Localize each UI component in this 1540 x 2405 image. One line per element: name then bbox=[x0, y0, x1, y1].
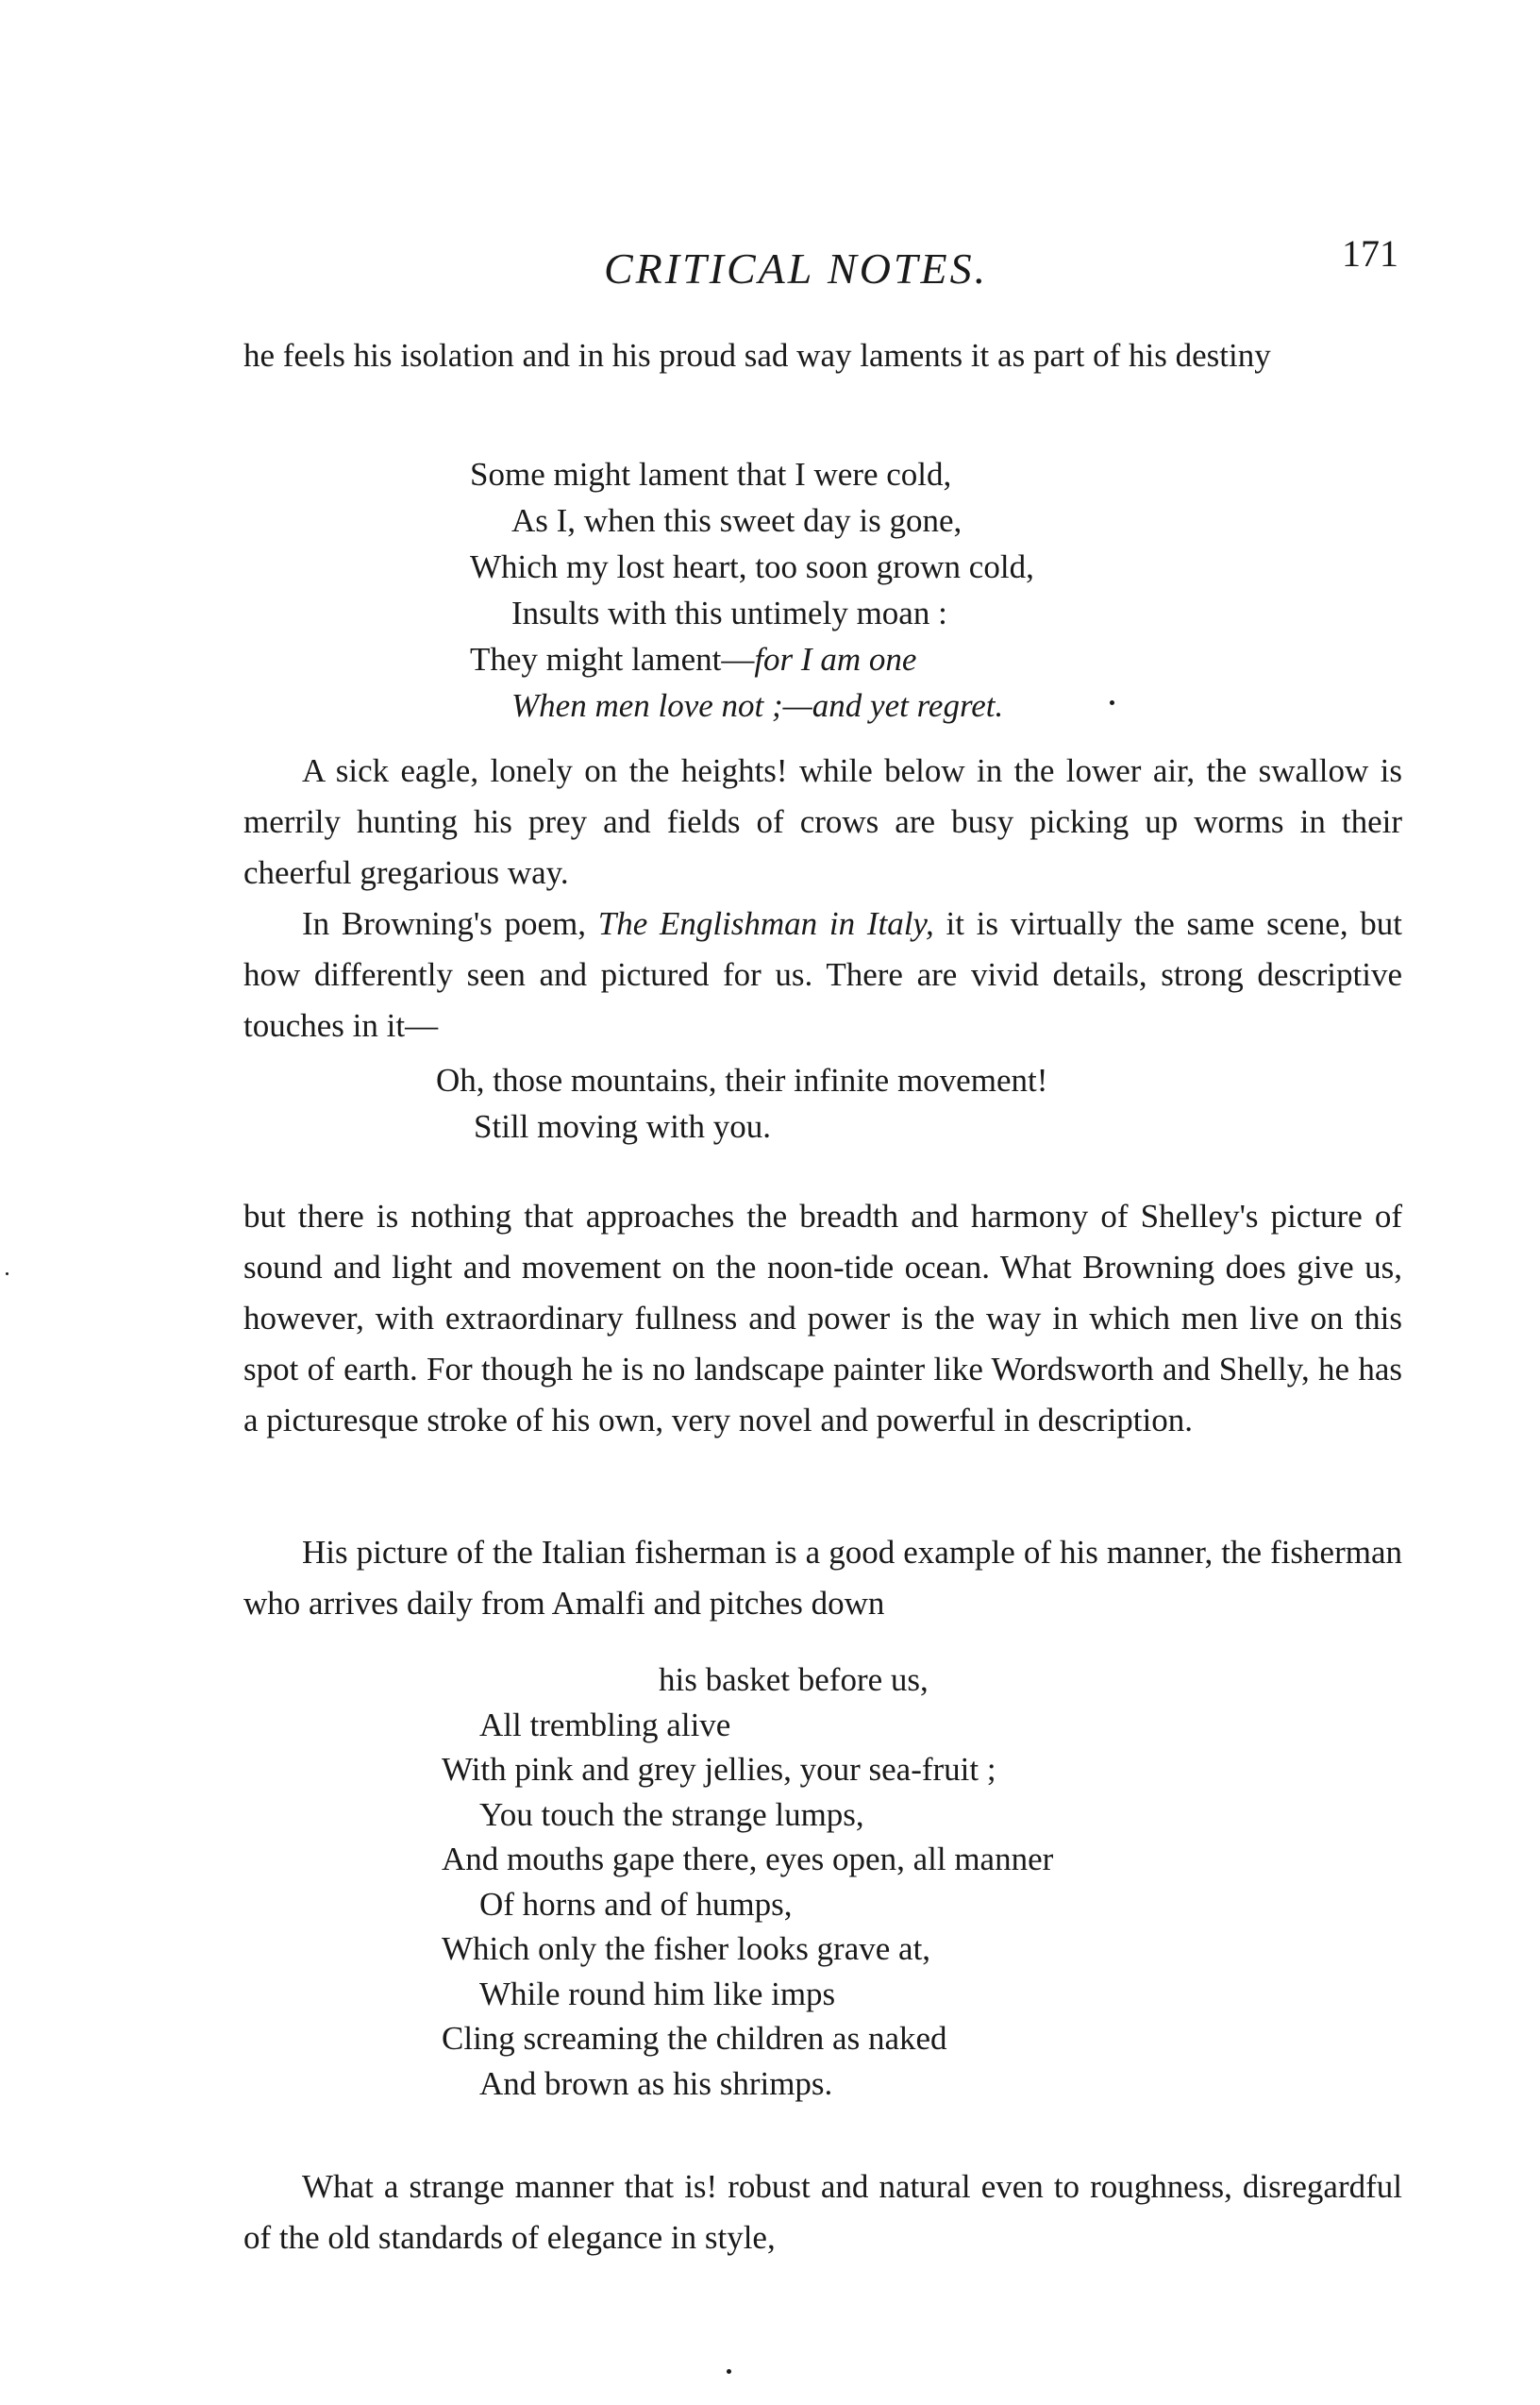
text-run: In Browning's poem, bbox=[302, 905, 587, 942]
verse-line bbox=[470, 682, 1034, 729]
stray-mark bbox=[1110, 700, 1114, 705]
paragraph-text: His picture of the Italian fisherman is a good example of his manner, the fisherman who arrives daily from Amalfi and pitches down bbox=[243, 1534, 1402, 1622]
verse-line: Cling screaming the children as naked bbox=[442, 2020, 947, 2057]
verse-line: Insults with this untimely moan : bbox=[511, 595, 947, 631]
paragraph-text: but there is nothing that approaches the breadth and harmony of Shelley's picture of sound and light and movement on the noon-tide ocean. What Browning does give us, however, with extraordinary fullness and power is the way in which men live on this spot of earth. For though he is no landscape painter like Wordsworth and Shelly, he has a picturesque stroke of his own, very novel and powerful in description. bbox=[243, 1198, 1402, 1438]
verse-text: They might lament— bbox=[470, 641, 755, 678]
running-head: CRITICAL NOTES. bbox=[604, 244, 989, 293]
verse-line: Some might lament that I were cold, bbox=[470, 456, 952, 493]
verse-line: You touch the strange lumps, bbox=[479, 1795, 864, 1833]
paragraph-strange-manner bbox=[243, 2161, 1402, 2263]
verse-italic-text: for I am one bbox=[754, 641, 917, 678]
paragraph-text: he feels his isolation and in his proud sad way laments it as part of his destiny bbox=[243, 337, 1271, 374]
verse-line: Which my lost heart, too soon grown cold, bbox=[470, 548, 1034, 585]
paragraph-text: A sick eagle, lonely on the heights! while below in the lower air, the swallow is merrily hunting his prey and fields of crows are busy picking up worms in their cheerful gregarious way. bbox=[243, 752, 1402, 891]
verse-line: And mouths gape there, eyes open, all manner bbox=[442, 1841, 1054, 1877]
page-number: 171 bbox=[1342, 232, 1398, 275]
verse-line: With pink and grey jellies, your sea-fruit ; bbox=[442, 1751, 996, 1788]
verse-line: Of horns and of humps, bbox=[479, 1885, 793, 1923]
stray-mark bbox=[6, 1272, 8, 1275]
stray-mark bbox=[727, 2369, 731, 2374]
paragraph-sick-eagle bbox=[243, 746, 1402, 899]
verse-line bbox=[470, 636, 1034, 682]
paragraph-fisherman bbox=[243, 1527, 1402, 1629]
paragraph-browning bbox=[243, 899, 1402, 1051]
verse-line: Still moving with you. bbox=[474, 1108, 772, 1145]
verse-line: All trembling alive bbox=[479, 1706, 731, 1743]
paragraph-text bbox=[243, 899, 1402, 1051]
verse-italic-text: When men love not ;—and yet regret. bbox=[511, 687, 1004, 724]
text-run: it is virtually the same scene, but how differently seen and pictured for us. There are vivid details, strong descriptive touches in it— bbox=[243, 905, 1403, 1044]
paragraph-comparison bbox=[243, 1191, 1402, 1446]
poem-fisherman bbox=[442, 1657, 1053, 2106]
paragraph-isolation bbox=[243, 330, 1402, 381]
poem-title: The Englishman in Italy, bbox=[597, 905, 934, 942]
verse-line: Which only the fisher looks grave at, bbox=[442, 1930, 931, 1967]
verse-line: Oh, those mountains, their infinite movement! bbox=[436, 1062, 1048, 1099]
verse-line: And brown as his shrimps. bbox=[479, 2064, 833, 2102]
verse-line: While round him like imps bbox=[479, 1975, 836, 2012]
poem-shelley bbox=[470, 451, 1034, 729]
verse-line: As I, when this sweet day is gone, bbox=[511, 502, 962, 539]
paragraph-text: What a strange manner that is! robust and natural even to roughness, disregardful of the old standards of elegance in style, bbox=[243, 2168, 1402, 2256]
poem-mountains bbox=[436, 1057, 1047, 1150]
verse-line: his basket before us, bbox=[659, 1661, 929, 1698]
